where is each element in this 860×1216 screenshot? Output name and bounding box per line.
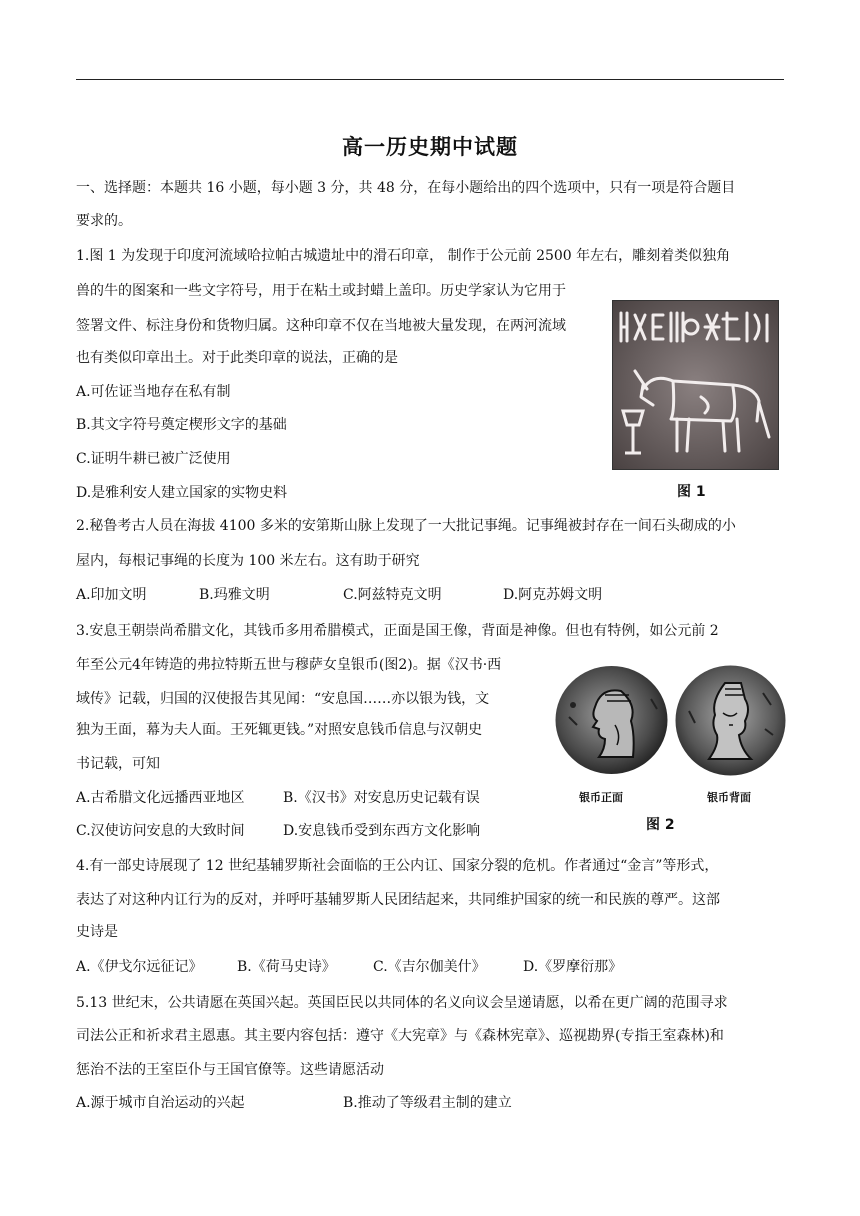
q1-option-c[interactable]: C.证明牛耕已被广泛使用 — [76, 451, 231, 467]
q3-option-d[interactable]: D.安息钱币受到东西方文化影响 — [283, 823, 481, 839]
q3-stem-line: 年至公元4年铸造的弗拉特斯五世与穆萨女皇银币(图2)。据《汉书·西 — [76, 657, 502, 673]
q4-option-a[interactable]: A.《伊戈尔远征记》 — [76, 959, 203, 975]
q4-stem-line: 表达了对这种内讧行为的反对，并呼吁基辅罗斯人民团结起来，共同维护国家的统一和民族的尊严。这部 — [76, 892, 720, 908]
q3-stem-line: 书记载，可知 — [76, 756, 160, 772]
q2-stem-line: 屋内，每根记事绳的长度为 100 米左右。这有助于研究 — [76, 553, 420, 569]
exam-title: 高一历史期中试题 — [342, 135, 518, 159]
coin-back-label: 银币背面 — [707, 791, 751, 804]
q1-stem-line: 也有类似印章出土。对于此类印章的说法，正确的是 — [76, 350, 398, 366]
instructions-line: 要求的。 — [76, 213, 132, 229]
instructions-line: 一、选择题：本题共 16 小题，每小题 3 分，共 48 分，在每小题给出的四个选项中，只有一项是符合题目 — [76, 180, 736, 196]
figure-1-caption: 图 1 — [677, 484, 706, 500]
q5-stem-line: 司法公正和祈求君主恩惠。其主要内容包括：遵守《大宪章》与《森林宪章》、巡视勘界(专指王室森林)和 — [76, 1028, 724, 1044]
coin-back-image — [675, 665, 786, 776]
q4-stem-line: 史诗是 — [76, 924, 118, 940]
coin-front-image — [555, 665, 668, 775]
q1-stem-line: 1.图 1 为发现于印度河流域哈拉帕古城遗址中的滑石印章， 制作于公元前 2500 年左右，雕刻着类似独角 — [76, 248, 731, 264]
q5-stem-line: 惩治不法的王室臣仆与王国官僚等。这些请愿活动 — [76, 1062, 384, 1078]
q3-stem-line: 独为王面，幕为夫人面。王死辄更钱。”对照安息钱币信息与汉朝史 — [76, 722, 483, 738]
q1-stem-line: 签署文件、标注身份和货物归属。这种印章不仅在当地被大量发现，在两河流域 — [76, 318, 566, 334]
q1-option-d[interactable]: D.是雅利安人建立国家的实物史料 — [76, 485, 288, 501]
q3-option-b[interactable]: B.《汉书》对安息历史记载有误 — [283, 790, 480, 806]
q4-option-d[interactable]: D.《罗摩衍那》 — [523, 959, 623, 975]
figure-2-caption: 图 2 — [646, 817, 675, 833]
q4-stem-line: 4.有一部史诗展现了 12 世纪基辅罗斯社会面临的王公内讧、国家分裂的危机。作者通过“金言”等形式， — [76, 858, 719, 874]
q2-option-a[interactable]: A.印加文明 — [76, 587, 147, 603]
q2-option-c[interactable]: C.阿兹特克文明 — [343, 587, 442, 603]
q3-stem-line: 3.安息王朝崇尚希腊文化，其钱币多用希腊模式，正面是国王像，背面是神像。但也有特例，如公元前 2 — [76, 623, 719, 639]
q3-stem-line: 域传》记载，归国的汉使报告其见闻：“安息国……亦以银为钱，文 — [76, 691, 490, 707]
q4-option-c[interactable]: C.《吉尔伽美什》 — [373, 959, 486, 975]
q3-option-a[interactable]: A.古希腊文化远播西亚地区 — [76, 790, 245, 806]
q3-option-c[interactable]: C.汉使访问安息的大致时间 — [76, 823, 245, 839]
seal-image — [612, 300, 779, 470]
q1-option-b[interactable]: B.其文字符号奠定楔形文字的基础 — [76, 417, 287, 433]
q2-option-b[interactable]: B.玛雅文明 — [199, 587, 270, 603]
q5-stem-line: 5.13 世纪末，公共请愿在英国兴起。英国臣民以共同体的名义向议会呈递请愿，以希在更广阔的范围寻求 — [76, 995, 728, 1011]
q1-stem-line: 兽的牛的图案和一些文字符号，用于在粘土或封蜡上盖印。历史学家认为它用于 — [76, 283, 566, 299]
q2-option-d[interactable]: D.阿克苏姆文明 — [503, 587, 603, 603]
q2-stem-line: 2.秘鲁考古人员在海拔 4100 多米的安第斯山脉上发现了一大批记事绳。记事绳被封存在一间石头砌成的小 — [76, 518, 736, 534]
q5-option-a[interactable]: A.源于城市自治运动的兴起 — [76, 1095, 245, 1111]
q4-option-b[interactable]: B.《荷马史诗》 — [237, 959, 336, 975]
header-rule — [76, 79, 784, 80]
q1-option-a[interactable]: A.可佐证当地存在私有制 — [76, 384, 231, 400]
coin-front-label: 银币正面 — [579, 791, 623, 804]
q5-option-b[interactable]: B.推动了等级君主制的建立 — [343, 1095, 512, 1111]
